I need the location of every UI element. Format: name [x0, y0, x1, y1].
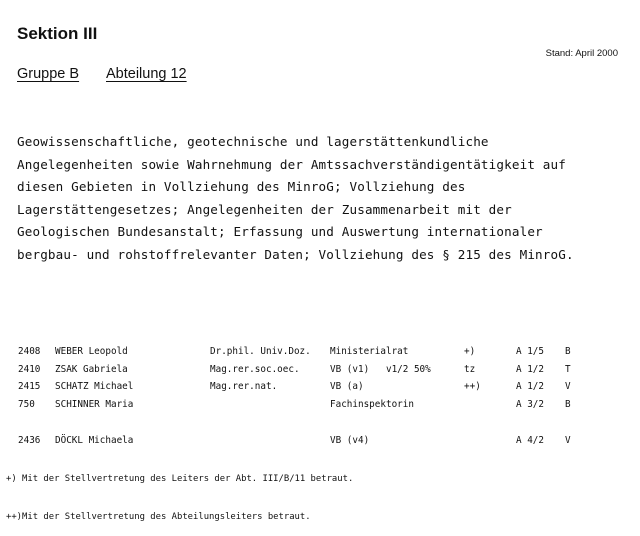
staff-name: SCHINNER Maria [55, 398, 134, 410]
staff-grade: A 1/2 [516, 381, 544, 392]
staff-number: 2410 [18, 363, 41, 375]
staff-grade: A 4/2 [516, 435, 544, 446]
staff-name: ZSAK Gabriela [55, 363, 128, 375]
section-title: Sektion III [17, 24, 98, 43]
staff-category: V [565, 381, 571, 392]
staff-number: 2436 [18, 435, 41, 446]
staff-number: 2408 [18, 346, 41, 357]
staff-grade: A 3/2 [516, 398, 544, 410]
staff-number: 750 [18, 398, 35, 410]
staff-academic-title: Dr.phil. Univ.Doz. [210, 346, 311, 357]
staff-number: 2415 [18, 381, 41, 392]
staff-position: VB (v1) v1/2 50% [330, 363, 431, 375]
staff-category: B [565, 346, 571, 357]
group-heading: Gruppe B [17, 66, 80, 82]
footnote: +) Mit der Stellvertretung des Leiters der Abt. III/B/11 betraut. [6, 474, 354, 484]
staff-name: SCHATZ Michael [55, 381, 134, 392]
staff-mark: +) [464, 346, 476, 357]
description-line: Lagerstättengesetzes; Angelegenheiten der Zusammenarbeit mit der [17, 201, 512, 217]
staff-category: B [565, 398, 571, 410]
staff-academic-title: Mag.rer.nat. [210, 381, 278, 392]
staff-academic-title: Mag.rer.soc.oec. [210, 363, 300, 375]
description-line: bergbau- und rohstoffrelevanter Daten; Vollziehung des § 215 des MinroG. [17, 246, 574, 262]
responsibilities-text [17, 131, 627, 267]
staff-grade: A 1/5 [516, 346, 544, 357]
staff-name: DÖCKL Michaela [55, 435, 134, 446]
staff-grade: A 1/2 [516, 363, 544, 375]
staff-mark: ++) [464, 381, 481, 392]
staff-position: VB (a) [330, 381, 364, 392]
staff-position: Ministerialrat [330, 346, 409, 357]
description-line: Angelegenheiten sowie Wahrnehmung der Amtssachverständigentätigkeit auf [17, 156, 566, 172]
staff-category: V [565, 435, 571, 446]
staff-position: VB (v4) [330, 435, 370, 446]
staff-mark: tz [464, 363, 476, 375]
description-line: Geologischen Bundesanstalt; Erfassung und Auswertung internationaler [17, 224, 543, 240]
description-line: Geowissenschaftliche, geotechnische und lagerstättenkundliche [17, 134, 489, 149]
description-line: diesen Gebieten in Vollziehung des MinroG; Vollziehung des [17, 179, 466, 195]
footnote: ++)Mit der Stellvertretung des Abteilungsleiters betraut. [6, 512, 311, 522]
staff-name: WEBER Leopold [55, 346, 128, 357]
staff-position: Fachinspektorin [330, 398, 414, 410]
staff-category: T [565, 363, 571, 375]
status-date: Stand: April 2000 [545, 48, 618, 59]
department-heading: Abteilung 12 [106, 66, 187, 82]
